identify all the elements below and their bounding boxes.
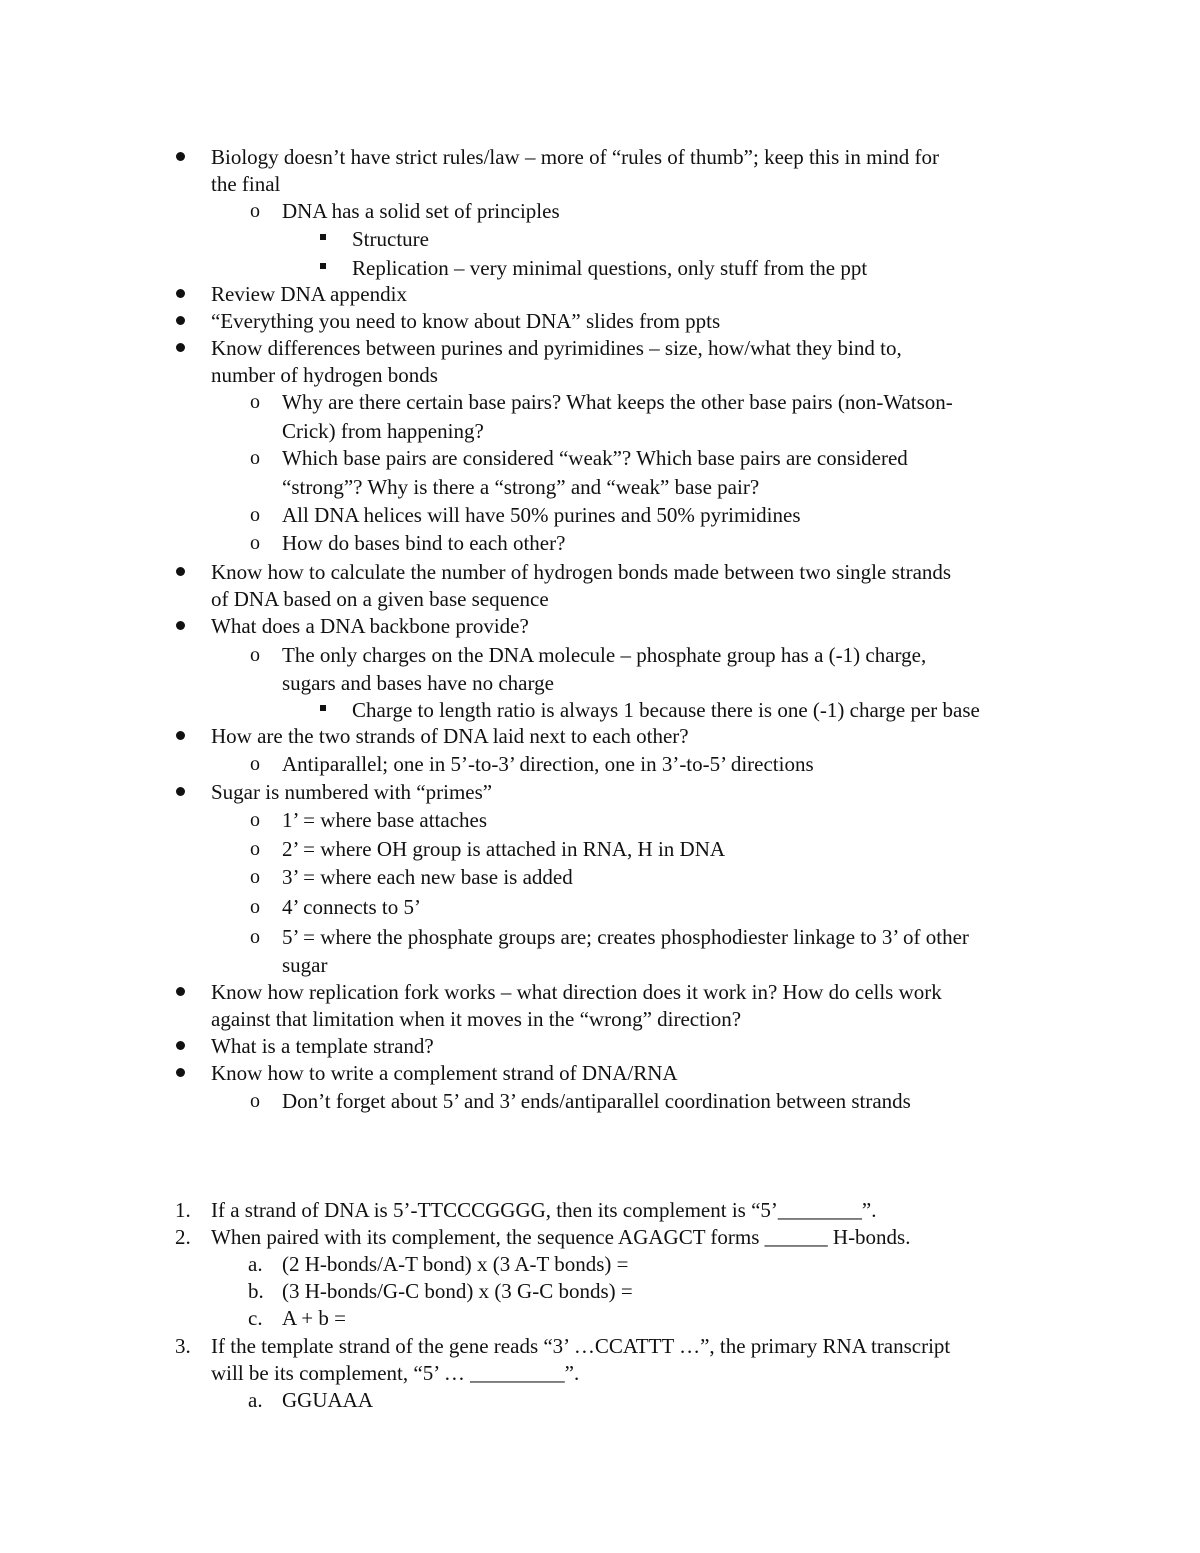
note-prime-3: 3’ = where each new base is added: [282, 865, 573, 889]
bullet-dot: [176, 316, 185, 325]
sub-sub-bullet-square: [320, 234, 326, 240]
note-replication-fork-cont: against that limitation when it moves in the “wrong” direction?: [211, 1007, 742, 1031]
note-dna-appendix: Review DNA appendix: [211, 282, 407, 306]
note-prime-4: 4’ connects to 5’: [282, 895, 421, 919]
question-3a-text: GGUAAA: [282, 1388, 373, 1412]
question-3-text: If the template strand of the gene reads “3’ …CCATTT …”, the primary RNA transcript: [211, 1334, 951, 1358]
bullet-dot: [176, 289, 185, 298]
note-backbone: What does a DNA backbone provide?: [211, 614, 529, 638]
note-helices-50-percent: All DNA helices will have 50% purines and 50% pyrimidines: [282, 503, 801, 527]
note-biology-rules-cont: the final: [211, 172, 281, 196]
question-1-number: 1.: [175, 1198, 191, 1222]
sub-bullet-circle: o: [250, 926, 260, 948]
bullet-dot: [176, 731, 185, 740]
note-purines-pyrimidines-cont: number of hydrogen bonds: [211, 363, 438, 387]
bullet-dot: [176, 621, 185, 630]
note-structure: Structure: [352, 227, 429, 251]
bullet-dot: [176, 1068, 185, 1077]
sub-bullet-circle: o: [250, 644, 260, 666]
note-dna-principles: DNA has a solid set of principles: [282, 199, 560, 223]
question-2c-label: c.: [248, 1306, 263, 1330]
note-antiparallel: Antiparallel; one in 5’-to-3’ direction, one in 3’-to-5’ directions: [282, 752, 814, 776]
sub-bullet-circle: o: [250, 753, 260, 775]
note-replication: Replication – very minimal questions, only stuff from the ppt: [352, 256, 868, 280]
note-biology-rules: Biology doesn’t have strict rules/law – more of “rules of thumb”; keep this in mind for: [211, 145, 940, 169]
sub-bullet-circle: o: [250, 447, 260, 469]
bullet-dot: [176, 152, 185, 161]
question-3a-label: a.: [248, 1388, 263, 1412]
note-sugar-primes: Sugar is numbered with “primes”: [211, 780, 493, 804]
note-replication-fork: Know how replication fork works – what direction does it work in? How do cells work: [211, 980, 942, 1004]
sub-bullet-circle: o: [250, 866, 260, 888]
sub-bullet-circle: o: [250, 200, 260, 222]
sub-sub-bullet-square: [320, 263, 326, 269]
question-2a-label: a.: [248, 1252, 263, 1276]
question-2-number: 2.: [175, 1225, 191, 1249]
note-charges: The only charges on the DNA molecule – phosphate group has a (-1) charge,: [282, 643, 927, 667]
sub-bullet-circle: o: [250, 532, 260, 554]
bullet-dot: [176, 987, 185, 996]
note-complement-strand: Know how to write a complement strand of DNA/RNA: [211, 1061, 678, 1085]
note-base-pairs-question-cont: Crick) from happening?: [282, 419, 484, 443]
note-prime-5: 5’ = where the phosphate groups are; creates phosphodiester linkage to 3’ of other: [282, 925, 969, 949]
note-weak-strong-cont: “strong”? Why is there a “strong” and “weak” base pair?: [282, 475, 760, 499]
question-3-text-cont: will be its complement, “5’ … _________”.: [211, 1361, 580, 1385]
note-prime-1: 1’ = where base attaches: [282, 808, 488, 832]
sub-bullet-circle: o: [250, 809, 260, 831]
note-calc-hbonds-cont: of DNA based on a given base sequence: [211, 587, 549, 611]
question-2b-label: b.: [248, 1279, 264, 1303]
note-charges-cont: sugars and bases have no charge: [282, 671, 554, 695]
question-2-text: When paired with its complement, the sequence AGAGCT forms ______ H-bonds.: [211, 1225, 911, 1249]
sub-bullet-circle: o: [250, 504, 260, 526]
note-prime-5-cont: sugar: [282, 953, 328, 977]
note-charge-length-ratio: Charge to length ratio is always 1 because there is one (-1) charge per base: [352, 698, 980, 722]
question-2c-text: A + b =: [282, 1306, 346, 1330]
sub-bullet-circle: o: [250, 391, 260, 413]
note-everything-dna: “Everything you need to know about DNA” slides from ppts: [211, 309, 721, 333]
question-2a-text: (2 H-bonds/A-T bond) x (3 A-T bonds) =: [282, 1252, 629, 1276]
note-weak-strong: Which base pairs are considered “weak”? Which base pairs are considered: [282, 446, 908, 470]
note-prime-2: 2’ = where OH group is attached in RNA, H in DNA: [282, 837, 726, 861]
note-calc-hbonds: Know how to calculate the number of hydrogen bonds made between two single strands: [211, 560, 952, 584]
sub-sub-bullet-square: [320, 705, 326, 711]
sub-bullet-circle: o: [250, 1090, 260, 1112]
bullet-dot: [176, 343, 185, 352]
note-two-strands: How are the two strands of DNA laid next to each other?: [211, 724, 689, 748]
bullet-dot: [176, 787, 185, 796]
note-purines-pyrimidines: Know differences between purines and pyrimidines – size, how/what they bind to,: [211, 336, 902, 360]
sub-bullet-circle: o: [250, 838, 260, 860]
note-base-pairs-question: Why are there certain base pairs? What keeps the other base pairs (non-Watson-: [282, 390, 953, 414]
bullet-dot: [176, 567, 185, 576]
question-1-text: If a strand of DNA is 5’-TTCCCGGGG, then its complement is “5’________”.: [211, 1198, 877, 1222]
bullet-dot: [176, 1041, 185, 1050]
question-2b-text: (3 H-bonds/G-C bond) x (3 G-C bonds) =: [282, 1279, 633, 1303]
sub-bullet-circle: o: [250, 896, 260, 918]
note-ends-antiparallel: Don’t forget about 5’ and 3’ ends/antiparallel coordination between strands: [282, 1089, 911, 1113]
note-template-strand: What is a template strand?: [211, 1034, 434, 1058]
note-bases-bind: How do bases bind to each other?: [282, 531, 566, 555]
question-3-number: 3.: [175, 1334, 191, 1358]
